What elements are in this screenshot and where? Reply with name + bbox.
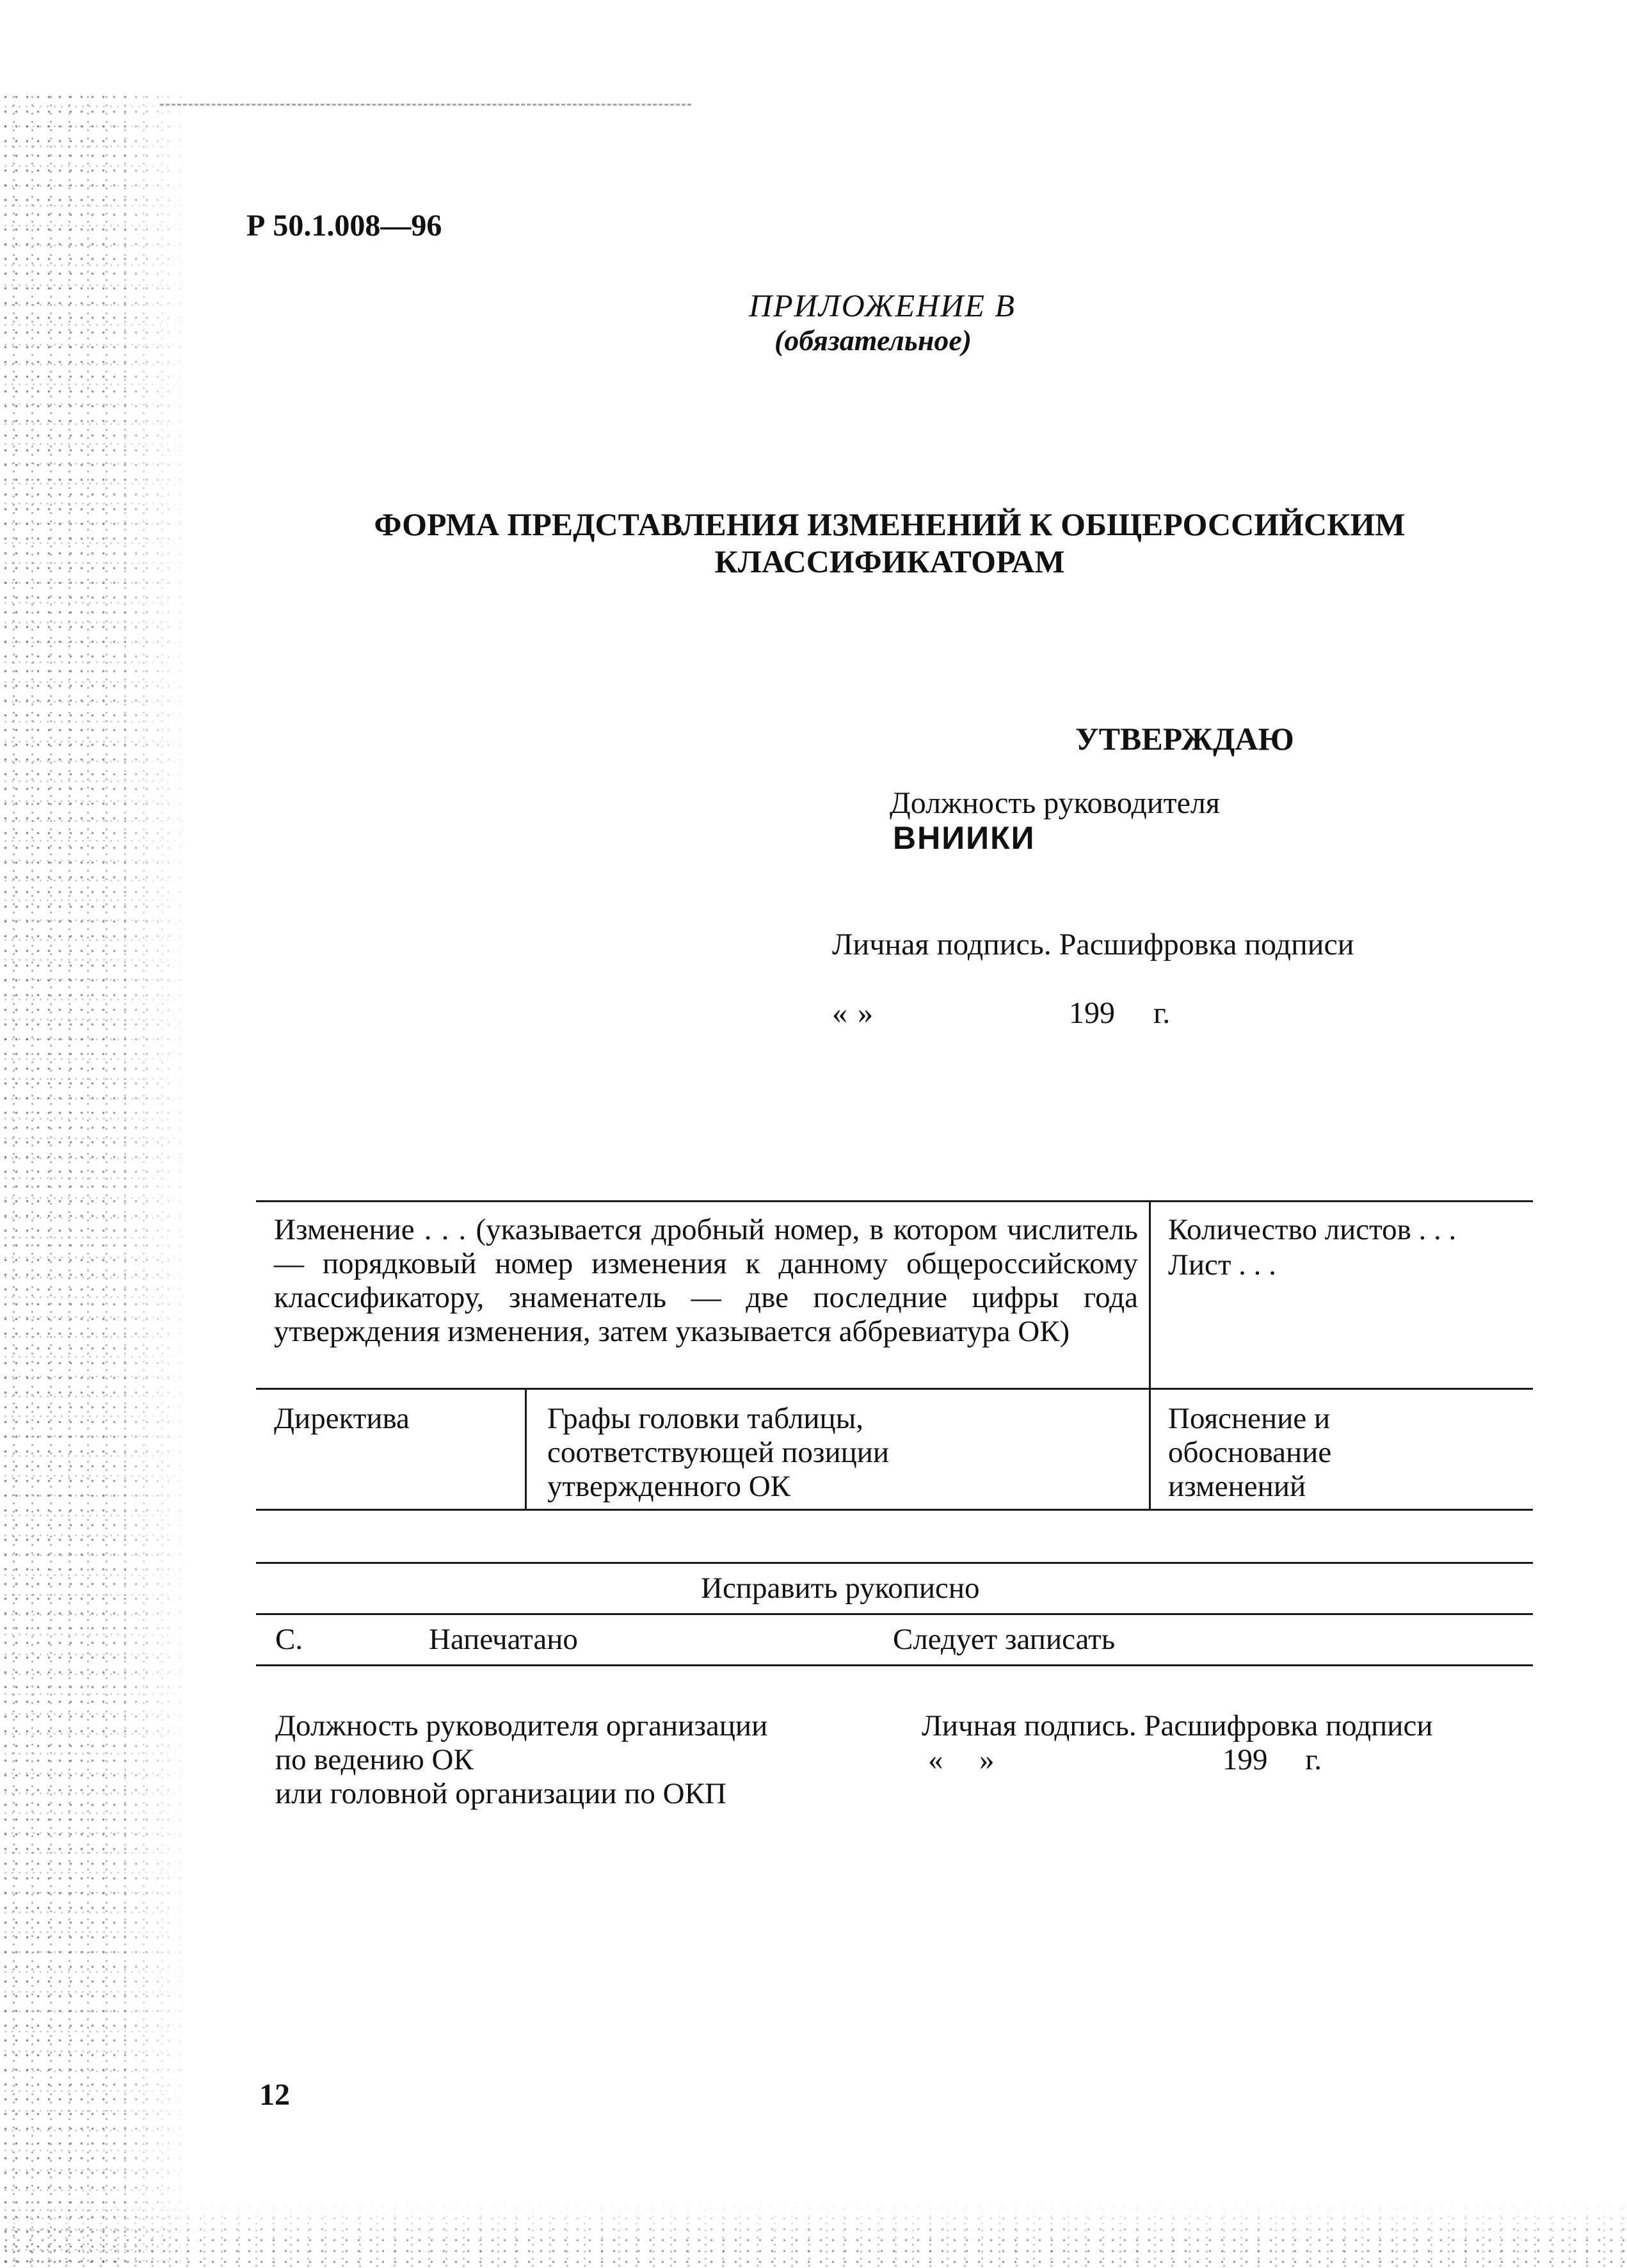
date-year: 199 [1069, 996, 1115, 1030]
table-rule [256, 1200, 1533, 1202]
date-suffix: г. [1153, 996, 1171, 1030]
column-page: С. [275, 1623, 303, 1656]
table-divider [1149, 1200, 1151, 1511]
sheet-count: Количество листов . . . [1168, 1213, 1457, 1246]
table-rule [256, 1509, 1533, 1511]
scan-speckle-bottom [0, 2202, 1627, 2268]
approval-date [832, 995, 1170, 1031]
date-suffix: г. [1305, 1743, 1322, 1776]
column-should-write: Следует записать [893, 1623, 1116, 1656]
appendix-note: (обязательное) [774, 324, 972, 357]
column-explanation: Пояснение и обоснование изменений [1168, 1402, 1332, 1503]
table-rule [256, 1613, 1533, 1615]
approval-position: Должность руководителя [890, 786, 1220, 820]
date-year: 199 [1222, 1743, 1268, 1776]
approval-signature: Личная подпись. Расшифровка подписи [832, 928, 1354, 961]
table-rule [256, 1562, 1533, 1564]
footer-position-line3: или головной организации по ОКП [275, 1777, 726, 1810]
table-rule [256, 1388, 1533, 1390]
sheet-number: Лист . . . [1168, 1248, 1276, 1282]
page-number: 12 [259, 2078, 290, 2112]
table-divider [525, 1388, 527, 1511]
table-rule [256, 1664, 1533, 1666]
footer-signature: Личная подпись. Расшифровка подписи [922, 1709, 1433, 1742]
date-close-quote: » [979, 1743, 995, 1776]
column-directive: Директива [274, 1402, 410, 1435]
date-open-quote: « [928, 1743, 943, 1776]
correction-title: Исправить рукописно [701, 1572, 980, 1605]
footer-date [928, 1743, 1440, 1777]
scan-speckle-left [0, 90, 192, 2268]
column-header-cols: Графы головки таблицы, соответствующей позиции утвержденного ОК [547, 1402, 890, 1503]
page-title: ФОРМА ПРЕДСТАВЛЕНИЯ ИЗМЕНЕНИЙ К ОБЩЕРОССИЙСКИМ КЛАССИФИКАТОРАМ [374, 506, 1406, 579]
date-open-quote: « [832, 996, 847, 1030]
footer-position-line1: Должность руководителя организации [275, 1709, 768, 1742]
change-description: Изменение . . . (указывается дробный номер, в котором числитель — порядковый номер изменения к данному общероссийскому классификатору, знаменатель — две последние цифры года утверждения изменения, затем указывается аббревиатура ОК) [274, 1213, 1138, 1348]
footer-position-line2: по ведению ОК [275, 1743, 474, 1776]
column-printed: Напечатано [429, 1623, 578, 1656]
approval-label: УТВЕРЖДАЮ [1075, 721, 1294, 757]
approval-organization: ВНИИКИ [893, 820, 1036, 856]
date-close-quote: » [858, 996, 873, 1030]
appendix-title: ПРИЛОЖЕНИЕ В [749, 287, 1016, 323]
document-code: Р 50.1.008—96 [246, 209, 442, 243]
scan-top-edge [160, 104, 691, 106]
